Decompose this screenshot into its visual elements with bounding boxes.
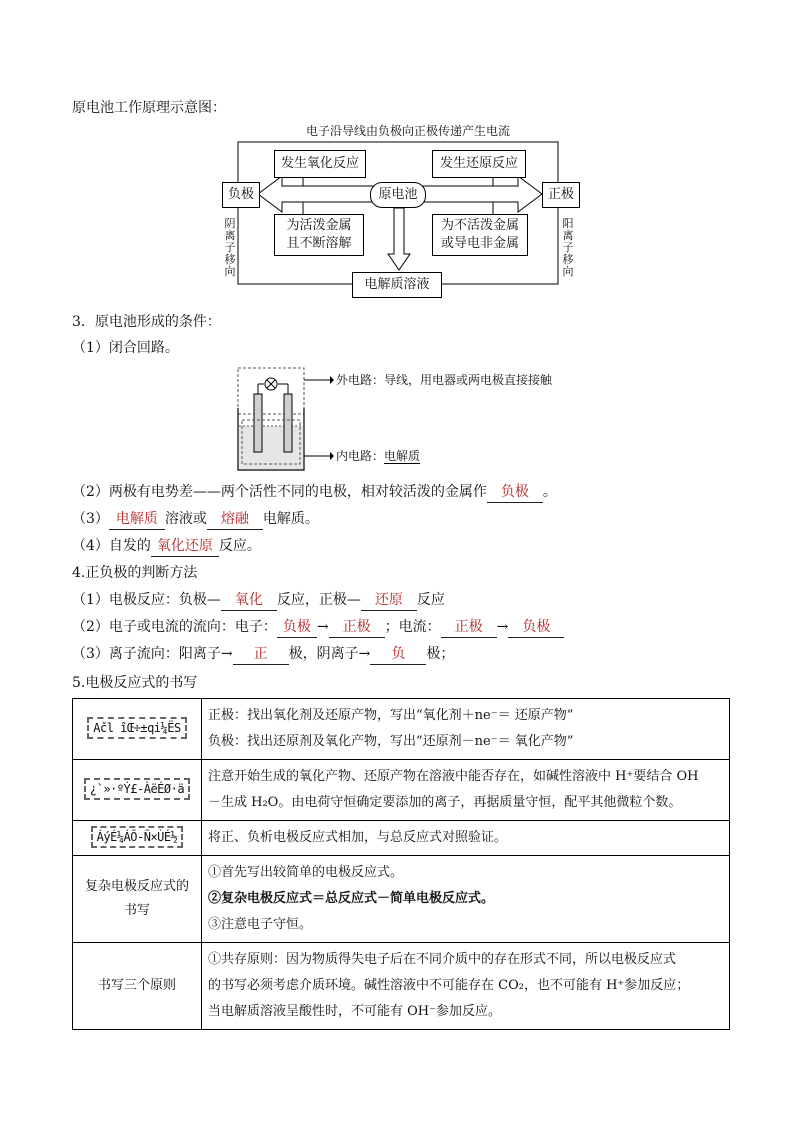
section4-line3 bbox=[72, 644, 454, 665]
outer-circuit-label: 外电路：导线，用电器或两电极直接接触 bbox=[336, 373, 553, 387]
table-row bbox=[73, 856, 730, 943]
s4l2-answer1: 负极 bbox=[277, 617, 317, 638]
beaker-svg bbox=[234, 364, 334, 476]
s4l3-suffix: 极； bbox=[426, 646, 455, 662]
item3-answer1: 电解质 bbox=[109, 509, 165, 530]
item2-answer: 负极 bbox=[487, 482, 543, 503]
table-row bbox=[73, 943, 730, 1030]
inactive-metal-line2: 或导电非金属 bbox=[440, 236, 519, 251]
row-label bbox=[73, 760, 202, 821]
row-label: 书写三个原则 bbox=[73, 943, 202, 1030]
row-content bbox=[202, 821, 730, 856]
item2-prefix: （2）两极有电势差——两个活性不同的电极，相对较活泼的金属作 bbox=[72, 484, 487, 500]
s4l2-prefix: （2）电子或电流的流向：电子： bbox=[72, 619, 277, 635]
galvanic-cell-label: 原电池 bbox=[370, 182, 426, 208]
negative-electrode-box: 负极 bbox=[222, 182, 260, 208]
row-label bbox=[73, 699, 202, 760]
item3-suffix: 电解质。 bbox=[262, 511, 319, 527]
inner-circuit-prefix: 内电路： bbox=[336, 449, 385, 463]
row-label bbox=[73, 821, 202, 856]
row-line: 注意开始生成的氧化产物、还原产物在溶液中能否存在，如碱性溶液中 H⁺要结合 OH bbox=[208, 769, 699, 784]
garbled-label: ÁýÉ¼ÁÕ-Ñ×ÙÉ½ bbox=[91, 826, 184, 848]
row-content bbox=[202, 856, 730, 943]
item4-suffix: 反应。 bbox=[218, 538, 261, 554]
s4l2-mid: ；电流： bbox=[384, 619, 441, 635]
row-line: －生成 H₂O。由电荷守恒确定要添加的离子，再据质量守恒，配平其他微粒个数。 bbox=[208, 795, 682, 810]
section3-item1: （1）闭合回路。 bbox=[72, 340, 179, 356]
electrode-reaction-table bbox=[72, 698, 730, 1030]
row-label: 复杂电极反应式的书写 bbox=[73, 856, 202, 943]
item4-prefix: （4）自发的 bbox=[72, 538, 151, 554]
s4l2-arrow1: → bbox=[316, 619, 329, 635]
s4l2-answer3: 正极 bbox=[441, 617, 497, 638]
row-line: ①共存原则：因为物质得失电子后在不同介质中的存在形式不同，所以电极反应式 bbox=[208, 952, 677, 967]
reduction-box: 发生还原反应 bbox=[432, 150, 526, 178]
row-line: 负极：找出还原剂及氧化产物，写出“还原剂－ne⁻＝ 氧化产物” bbox=[208, 734, 574, 749]
battery-principle-diagram bbox=[218, 120, 582, 302]
inactive-metal-line1: 为不活泼金属 bbox=[440, 218, 519, 233]
inner-circuit-label bbox=[336, 448, 420, 464]
section5-heading: 5.电极反应式的书写 bbox=[72, 675, 198, 691]
closed-circuit-diagram bbox=[234, 364, 674, 476]
active-metal-box bbox=[274, 214, 364, 256]
top-caption: 电子沿导线由负极向正极传递产生电流 bbox=[298, 124, 518, 138]
anion-move-label: 阴离子移向 bbox=[224, 217, 236, 278]
section4-line2 bbox=[72, 617, 564, 638]
s4l2-arrow2: → bbox=[496, 619, 509, 635]
s4l1-mid: 反应，正极— bbox=[276, 592, 361, 608]
table-row bbox=[73, 699, 730, 760]
item3-prefix: （3） bbox=[72, 511, 109, 527]
row-line: ②复杂电极反应式＝总反应式－简单电极反应式。 bbox=[208, 891, 495, 906]
s4l3-prefix: （3）离子流向：阳离子→ bbox=[72, 646, 233, 662]
section3-item3 bbox=[72, 509, 319, 530]
row-content bbox=[202, 760, 730, 821]
inner-circuit-value: 电解质 bbox=[384, 449, 421, 463]
row-line: 将正、负析电极反应式相加，与总反应式对照验证。 bbox=[208, 830, 508, 845]
item4-answer: 氧化还原 bbox=[151, 536, 219, 557]
section3-heading: 3．原电池形成的条件： bbox=[72, 314, 221, 330]
garbled-label: ¿`»·ºÝ£-ÀëÉØ·ä bbox=[84, 778, 190, 800]
positive-electrode-box: 正极 bbox=[542, 182, 580, 208]
section3-item2 bbox=[72, 482, 557, 503]
s4l2-answer4: 负极 bbox=[508, 617, 564, 638]
s4l1-answer1: 氧化 bbox=[221, 590, 277, 611]
s4l1-prefix: （1）电极反应：负极— bbox=[72, 592, 221, 608]
garbled-label: Ačl îŒ÷±qi¼ËS bbox=[87, 717, 186, 739]
row-line: ①首先写出较简单的电极反应式。 bbox=[208, 865, 404, 880]
oxidation-box: 发生氧化反应 bbox=[274, 150, 366, 178]
s4l3-answer1: 正 bbox=[233, 644, 289, 665]
section3-item4 bbox=[72, 536, 261, 557]
section4-line1 bbox=[72, 590, 445, 611]
row-line: ③注意电子守恒。 bbox=[208, 917, 313, 932]
row-line: 的书写必须考虑介质环境。碱性溶液中不可能存在 CO₂，也不可能有 H⁺参加反应； bbox=[208, 978, 690, 993]
s4l3-answer2: 负 bbox=[370, 644, 426, 665]
s4l3-mid: 极，阴离子→ bbox=[288, 646, 371, 662]
item2-suffix: 。 bbox=[542, 484, 557, 500]
cation-move-label: 阳离子移向 bbox=[562, 217, 574, 278]
table-row bbox=[73, 760, 730, 821]
s4l1-answer2: 还原 bbox=[361, 590, 417, 611]
electrolyte-box: 电解质溶液 bbox=[352, 272, 442, 298]
s4l1-suffix: 反应 bbox=[416, 592, 445, 608]
inactive-metal-box bbox=[432, 214, 528, 256]
item3-mid: 溶液或 bbox=[164, 511, 207, 527]
section4-heading: 4.正负极的判断方法 bbox=[72, 565, 198, 581]
item3-answer2: 熔融 bbox=[207, 509, 263, 530]
row-line: 当电解质溶液呈酸性时，不可能有 OH⁻参加反应。 bbox=[208, 1004, 501, 1019]
row-content bbox=[202, 699, 730, 760]
active-metal-line1: 为活泼金属 bbox=[286, 218, 352, 233]
s4l2-answer2: 正极 bbox=[329, 617, 385, 638]
diagram-heading: 原电池工作原理示意图： bbox=[72, 100, 226, 116]
table-row bbox=[73, 821, 730, 856]
active-metal-line2: 且不断溶解 bbox=[286, 236, 352, 251]
row-line: 正极：找出氧化剂及还原产物，写出“氧化剂＋ne⁻＝ 还原产物” bbox=[208, 708, 574, 723]
row-content bbox=[202, 943, 730, 1030]
